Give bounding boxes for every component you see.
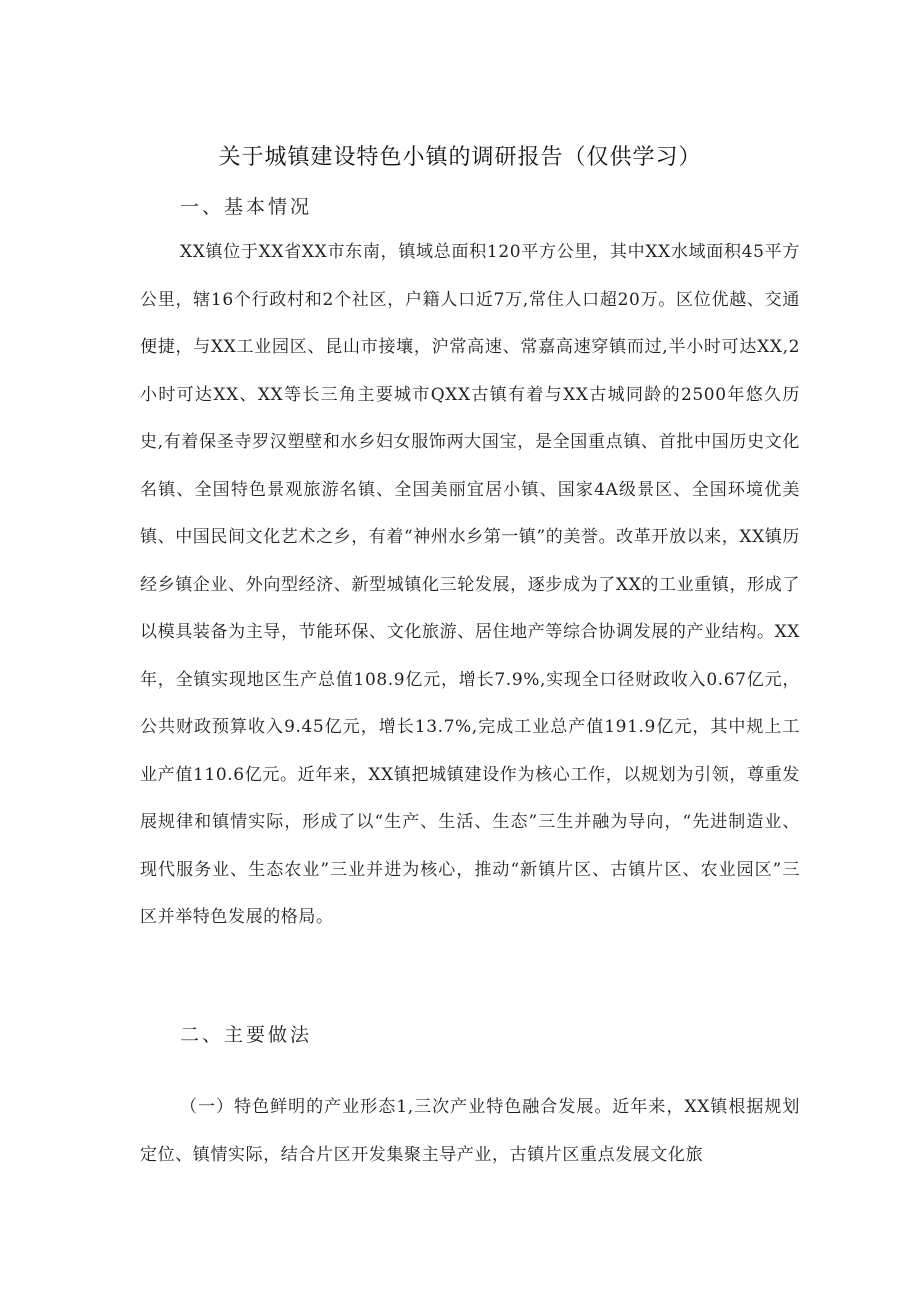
section-heading-main-practices: 二、主要做法 bbox=[180, 1024, 313, 1046]
section-paragraph-main-practices: （一）特色鲜明的产业形态1,三次产业特色融合发展。近年来，XX镇根据规划定位、镇情实际，结合片区开发集聚主导产业，古镇片区重点发展文化旅 bbox=[140, 1097, 800, 1165]
section-paragraph-basic-situation: XX镇位于XX省XX市东南，镇域总面积120平方公里，其中XX水域面积45平方公里，辖16个行政村和2个社区，户籍人口近7万,常住人口超20万。区位优越、交通便捷，与XX工业园区、昆山市接壤，沪常高速、常嘉高速穿镇而过,半小时可达XX,2小时可达XX、XX等长三角主要城市QXX古镇有着与XX古城同龄的2500年悠久历史,有着保圣寺罗汉塑壁和水乡妇女服饰两大国宝，是全国重点镇、首批中国历史文化名镇、全国特色景观旅游名镇、全国美丽宜居小镇、国家4A级景区、全国环境优美镇、中国民间文化艺术之乡，有着“神州水乡第一镇”的美誉。改革开放以来，XX镇历经乡镇企业、外向型经济、新型城镇化三轮发展，逐步成为了XX的工业重镇，形成了以模具装备为主导，节能环保、文化旅游、居住地产等综合协调发展的产业结构。XX年，全镇实现地区生产总值108.9亿元，增长7.9%,实现全口径财政收入0.67亿元，公共财政预算收入9.45亿元，增长13.7%,完成工业总产值191.9亿元，其中规上工业产值110.6亿元。近年来，XX镇把城镇建设作为核心工作，以规划为引领，尊重发展规律和镇情实际，形成了以“生产、生活、生态”三生并融为导向，“先进制造业、现代服务业、生态农业”三业并进为核心，推动“新镇片区、古镇片区、农业园区”三区并举特色发展的格局。 bbox=[140, 242, 800, 927]
section-heading-basic-situation: 一、基本情况 bbox=[180, 196, 313, 218]
document-title: 关于城镇建设特色小镇的调研报告（仅供学习） bbox=[218, 145, 702, 170]
